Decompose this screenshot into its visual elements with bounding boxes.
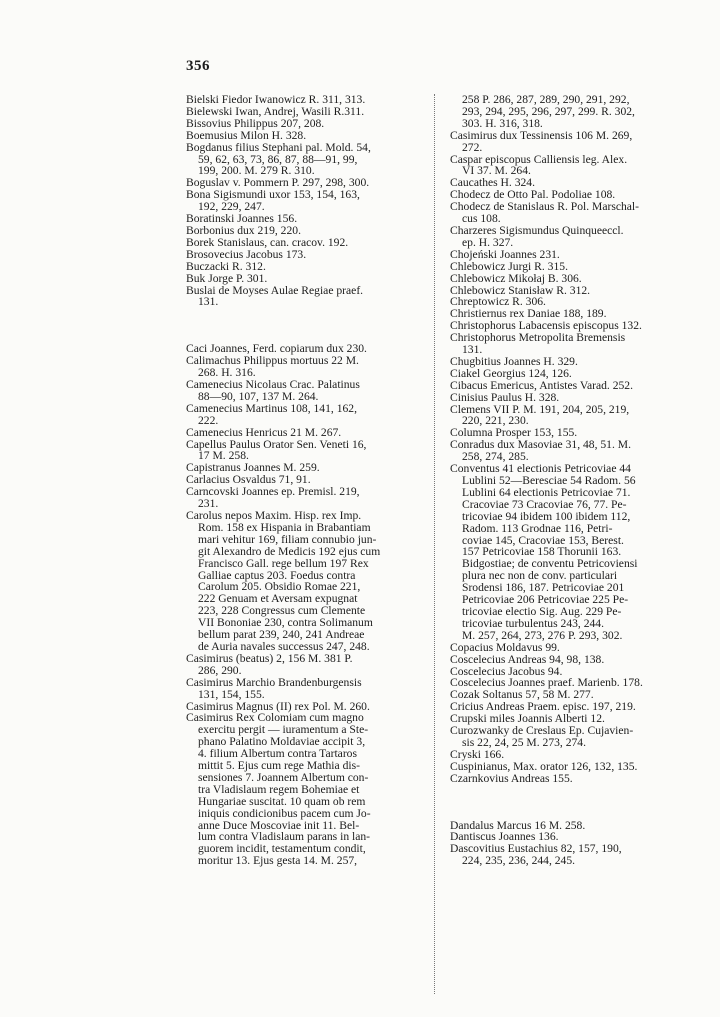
index-line: 223, 228 Congressus cum Clemente — [198, 604, 366, 618]
index-line: 222 Genuam et Aversam expugnat — [198, 592, 358, 606]
index-line: Lublini 52—Beresciae 54 Radom. 56 — [462, 474, 636, 487]
index-line: tricoviae turbulentus 243, 244. — [462, 616, 604, 630]
index-line: tra Vladislaum regem Bohemiae et — [198, 782, 360, 796]
index-line: 222. — [198, 413, 219, 427]
index-line: Boratinski Joannes 156. — [186, 212, 298, 226]
index-line: 272. — [462, 140, 483, 154]
index-line: Camenecius Martinus 108, 141, 162, — [186, 401, 357, 415]
column-divider — [434, 94, 441, 994]
index-line: 286, 290. — [198, 663, 242, 677]
index-line: 131. — [462, 343, 483, 357]
index-line: 220, 221, 230. — [462, 414, 529, 428]
index-line: Carolum 205. Obsidio Romae 221, — [198, 580, 361, 594]
index-line: cus 108. — [462, 212, 501, 226]
index-line: anne Duce Moscoviae init 11. Bel- — [198, 818, 360, 832]
index-line: Calimachus Philippus mortuus 22 M. — [186, 354, 359, 368]
index-line: 303. H. 316, 318. — [462, 116, 543, 130]
index-line: Copacius Moldavus 99. — [450, 640, 560, 654]
index-line: Caucathes H. 324. — [450, 176, 536, 190]
index-line: Bissovius Philippus 207, 208. — [186, 116, 325, 130]
index-line: Christiernus rex Daniae 188, 189. — [450, 307, 607, 321]
index-line: Coscelecius Joannes praef. Marienb. 178. — [450, 676, 643, 690]
index-line: Conradus dux Masoviae 31, 48, 51. M. — [450, 438, 631, 452]
index-line: plura nec non de conv. particulari — [462, 569, 618, 583]
index-line: Casimirus (beatus) 2, 156 M. 381 P. — [186, 651, 353, 665]
index-line: Crupski miles Joannis Alberti 12. — [450, 712, 605, 726]
index-line: Coscelecius Andreas 94, 98, 138. — [450, 652, 605, 666]
index-line: lum contra Vladislaum parans in lan- — [198, 830, 371, 844]
index-line: Cozak Soltanus 57, 58 M. 277. — [450, 688, 594, 702]
index-line: Francisco Gall. rege bellum 197 Rex — [198, 556, 369, 570]
index-line: Petricoviae 206 Petricoviae 225 Pe- — [462, 593, 629, 607]
index-line: M. 257, 264, 273, 276 P. 293, 302. — [462, 628, 623, 642]
index-line: VI 37. M. 264. — [462, 164, 531, 178]
index-line: Ciakel Georgius 124, 126. — [450, 366, 572, 380]
index-line: VII Bononiae 230, contra Solimanum — [198, 616, 373, 630]
index-line: 199, 200. M. 279 R. 310. — [198, 164, 315, 178]
index-line: Bogdanus filius Stephani pal. Mold. 54, — [186, 140, 371, 154]
page-number: 356 — [186, 58, 210, 74]
index-line: Rom. 158 ex Hispania in Brabantiam — [198, 520, 371, 534]
index-line: Chodecz de Otto Pal. Podoliae 108. — [450, 188, 616, 202]
section-gap — [450, 785, 702, 820]
index-line: ep. H. 327. — [462, 235, 514, 249]
index-line: sis 22, 24, 25 M. 273, 274. — [462, 735, 586, 749]
index-line: tricoviae 94 ibidem 100 ibidem 112, — [462, 509, 631, 523]
index-line: Charzeres Sigismundus Quinqueeccl. — [450, 223, 624, 237]
index-line: 192, 229, 247. — [198, 200, 265, 214]
index-line: Dandalus Marcus 16 M. 258. — [450, 818, 586, 832]
index-line: Cuspinianus, Max. orator 126, 132, 135. — [450, 759, 638, 773]
index-line: tricoviae electio Sig. Aug. 229 Pe- — [462, 604, 622, 618]
index-line: Chojeński Joannes 231. — [450, 247, 560, 261]
index-line: 88—90, 107, 137 M. 264. — [198, 389, 319, 403]
index-line: sensiones 7. Joannem Albertum con- — [198, 770, 369, 784]
index-line: Conventus 41 electionis Petricoviae 44 — [450, 462, 631, 476]
index-line: Chlebowicz Mikołaj B. 306. — [450, 271, 582, 285]
index-line: Carncovski Joannes ep. Premisl. 219, — [186, 485, 360, 499]
index-line: Casimirus dux Tessinensis 106 M. 269, — [450, 128, 633, 142]
index-line: Dantiscus Joannes 136. — [450, 830, 559, 844]
index-line: Carlacius Osvaldus 71, 91. — [186, 473, 311, 487]
index-line: phano Palatino Moldaviae accipit 3, — [198, 735, 366, 749]
index-line: Bielski Fiedor Iwanowicz R. 311, 313. — [186, 93, 366, 106]
index-line: Columna Prosper 153, 155. — [450, 426, 578, 440]
index-line: Camenecius Henricus 21 M. 267. — [186, 425, 342, 439]
index-line: 131. — [198, 295, 219, 309]
index-line: Carolus nepos Maxim. Hisp. rex Imp. — [186, 509, 362, 522]
index-line: 268. H. 316. — [198, 366, 256, 380]
index-line: 59, 62, 63, 73, 86, 87, 88—91, 99, — [198, 152, 358, 166]
index-line: 258, 274, 285. — [462, 450, 529, 464]
index-line: 157 Petricoviae 158 Thorunii 163. — [462, 545, 622, 559]
index-line: Buczacki R. 312. — [186, 259, 266, 273]
index-line: Lublini 64 electionis Petricoviae 71. — [462, 485, 631, 499]
index-line: Camenecius Nicolaus Crac. Palatinus — [186, 378, 360, 392]
index-line: Coscelecius Jacobus 94. — [450, 664, 563, 678]
index-line: bellum parat 239, 240, 241 Andreae — [198, 628, 365, 642]
index-line: Dascovitius Eustachius 82, 157, 190, — [450, 842, 622, 856]
index-line: Cricius Andreas Praem. episc. 197, 219. — [450, 700, 636, 714]
column-left — [186, 94, 422, 867]
index-line: Chreptowicz R. 306. — [450, 295, 546, 309]
index-line: Brosovecius Jacobus 173. — [186, 247, 307, 261]
index-line: Boguslav v. Pommern P. 297, 298, 300. — [186, 176, 370, 190]
index-line: git Alexandro de Medicis 192 ejus cum — [198, 544, 381, 558]
index-line: Casimirus Rex Colomiam cum magno — [186, 711, 364, 725]
index-line: Chodecz de Stanislaus R. Pol. Marschal- — [450, 200, 640, 214]
section-gap — [186, 308, 422, 343]
index-line: 224, 235, 236, 244, 245. — [462, 854, 576, 868]
index-line: mari vehitur 169, filiam connubio jun- — [198, 532, 377, 546]
index-line: Buk Jorge P. 301. — [186, 271, 268, 285]
index-line: exercitu pergit — iuramentum a Ste- — [198, 723, 369, 737]
index-line: Radom. 113 Grodnae 116, Petri- — [462, 521, 613, 535]
index-line: 4. filium Albertum contra Tartaros — [198, 747, 357, 761]
index-line: Curozwanky de Creslaus Ep. Cujavien- — [450, 724, 634, 738]
index-line: Bielewski Iwan, Andrej, Wasili R.311. — [186, 104, 365, 118]
index-line: Capistranus Joannes M. 259. — [186, 461, 320, 475]
index-line: de Auria navales successus 247, 248. — [198, 639, 370, 653]
index-line: Galliae captus 203. Foedus contra — [198, 568, 356, 582]
index-line: Cryski 166. — [450, 747, 505, 761]
index-line: Capellus Paulus Orator Sen. Veneti 16, — [186, 437, 367, 451]
index-line: Caci Joannes, Ferd. copiarum dux 230. — [186, 342, 367, 356]
index-line: Christophorus Metropolita Bremensis — [450, 331, 626, 345]
index-line: iniquis condicionibus pacem cum Jo- — [198, 806, 371, 820]
index-line: Bidgostiae; de conventu Petricoviensi — [462, 557, 638, 571]
index-line: Casimirus Magnus (II) rex Pol. M. 260. — [186, 699, 370, 713]
index-line: Chlebowicz Stanisław R. 312. — [450, 283, 591, 297]
index-line: mittit 5. Ejus cum rege Mathia dis- — [198, 759, 360, 773]
index-line: Borek Stanislaus, can. cracov. 192. — [186, 235, 349, 249]
index-line: Boemusius Milon H. 328. — [186, 128, 307, 142]
index-line: Casimirus Marchio Brandenburgensis — [186, 675, 362, 689]
index-line: guorem incidit, testamentum condit, — [198, 842, 366, 856]
index-line: Cinisius Paulus H. 328. — [450, 390, 560, 404]
index-line: Chlebowicz Jurgi R. 315. — [450, 259, 568, 273]
index-line: Cracoviae 73 Cracoviae 76, 77. Pe- — [462, 497, 627, 511]
index-line: Srodensi 186, 187. Petricoviae 201 — [462, 581, 625, 595]
index-line: Hungariae suscitat. 10 quam ob rem — [198, 794, 366, 808]
index-line: Clemens VII P. M. 191, 204, 205, 219, — [450, 402, 630, 416]
index-line: Bona Sigismundi uxor 153, 154, 163, — [186, 188, 360, 202]
index-line: Czarnkovius Andreas 155. — [450, 771, 573, 785]
index-line: Borbonius dux 219, 220. — [186, 223, 301, 237]
index-line: Christophorus Labacensis episcopus 132. — [450, 319, 642, 333]
index-line: 293, 294, 295, 296, 297, 299. R. 302, — [462, 104, 635, 118]
index-line: 258 P. 286, 287, 289, 290, 291, 292, — [462, 93, 630, 106]
index-line: 17 M. 258. — [198, 449, 249, 463]
column-right — [450, 94, 702, 867]
index-line: Chugbitius Joannes H. 329. — [450, 354, 578, 368]
index-line: 131, 154, 155. — [198, 687, 265, 701]
index-line: Buslai de Moyses Aulae Regiae praef. — [186, 283, 364, 297]
index-line: moritur 13. Ejus gesta 14. M. 257, — [198, 854, 358, 868]
index-line: Cibacus Emericus, Antistes Varad. 252. — [450, 378, 634, 392]
index-line: 231. — [198, 497, 219, 511]
index-line: Caspar episcopus Calliensis leg. Alex. — [450, 152, 628, 166]
index-line: coviae 145, Cracoviae 153, Berest. — [462, 533, 624, 547]
